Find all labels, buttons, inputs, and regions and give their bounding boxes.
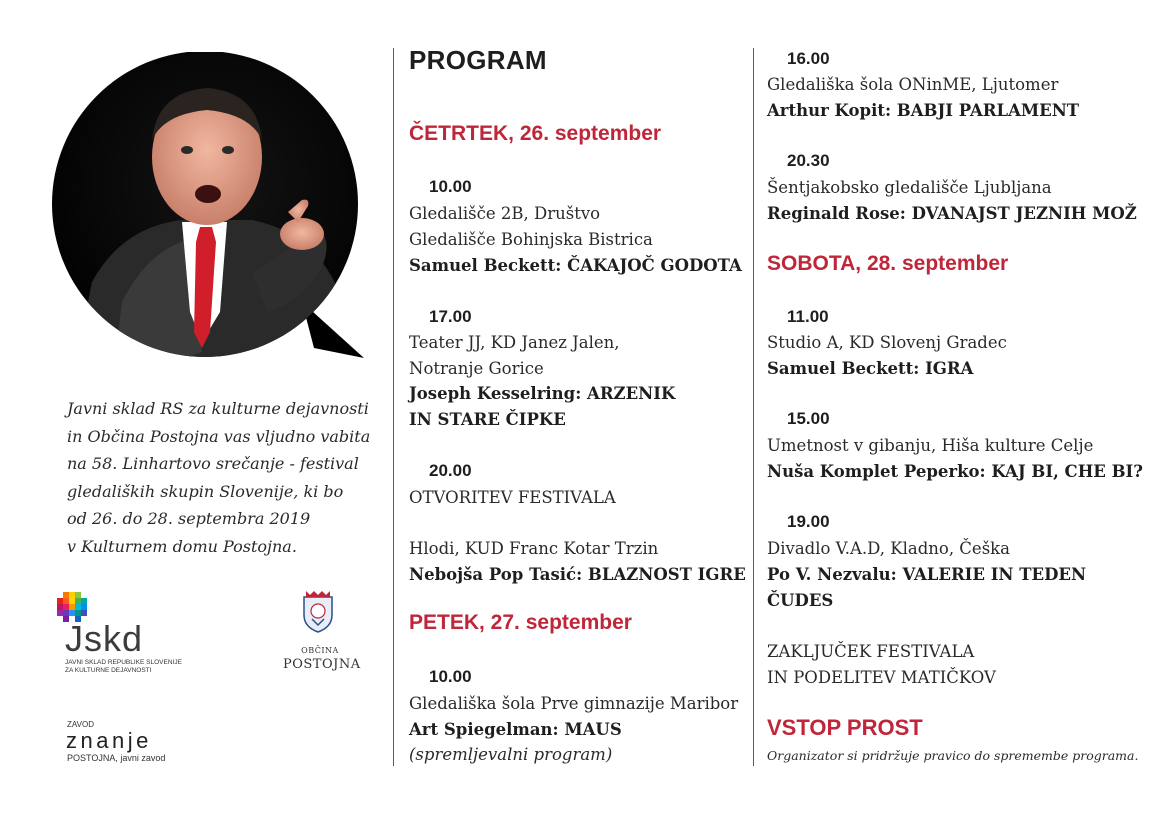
actor-photo-bubble [52,52,382,382]
program-heading: PROGRAM [409,45,547,75]
jskd-sub-line: JAVNI SKLAD REPUBLIKE SLOVENIJE [65,659,182,666]
event-title: Samuel Beckett: ČAKAJOČ GODOTA [409,256,742,275]
divider-left [393,48,394,766]
day-heading-thursday: ČETRTEK, 26. september [409,122,662,145]
intro-line: od 26. do 28. septembra 2019 [67,509,311,528]
event-company: Notranje Gorice [409,359,544,378]
event-note: (spremljevalni program) [409,745,613,764]
event-title: ČUDES [767,591,834,610]
day-heading-saturday: SOBOTA, 28. september [767,252,1009,275]
postojna-label: POSTOJNA [283,657,361,672]
event-time: 11.00 [787,307,829,326]
event-company: Divadlo V.A.D, Kladno, Češka [767,539,1010,558]
event-time: 20.00 [429,461,472,480]
event-title: IN STARE ČIPKE [409,410,566,429]
event-company: Gledališka šola Prve gimnazije Maribor [409,694,739,713]
event-time: 19.00 [787,512,830,531]
event-time: 17.00 [429,307,472,326]
closing-event: ZAKLJUČEK FESTIVALA [767,642,975,661]
event-title: Samuel Beckett: IGRA [767,359,974,378]
event-company: OTVORITEV FESTIVALA [409,488,616,507]
event-title: Nebojša Pop Tasić: BLAZNOST IGRE [409,565,746,584]
event-company: Umetnost v gibanju, Hiša kulture Celje [767,436,1094,455]
day-heading-friday: PETEK, 27. september [409,611,632,634]
jskd-sub-line: ZA KULTURNE DEJAVNOSTI [65,667,152,674]
jskd-logo-subtitle [65,659,182,675]
event-time: 16.00 [787,49,830,68]
divider-right [753,48,754,766]
event-time: 10.00 [429,667,472,686]
znanje-logo-text: znanje [66,728,152,753]
postojna-coat-of-arms-icon [300,589,336,633]
event-title: Po V. Nezvalu: VALERIE IN TEDEN [767,565,1087,584]
event-title: Nuša Komplet Peperko: KAJ BI, CHE BI? [767,462,1143,481]
event-company: Gledališče 2B, Društvo [409,204,601,223]
obcina-label: OBČINA [301,646,339,655]
intro-line: gledaliških skupin Slovenije, ki bo [67,481,344,501]
event-title: Art Spiegelman: MAUS [409,720,622,739]
event-company: Teater JJ, KD Janez Jalen, [409,333,620,352]
zavod-label: ZAVOD [67,720,94,729]
event-company: Gledališče Bohinjska Bistrica [409,230,653,249]
event-time: 10.00 [429,177,472,196]
event-company: Šentjakobsko gledališče Ljubljana [767,178,1052,197]
closing-event: IN PODELITEV MATIČKOV [767,668,996,687]
event-title: Arthur Kopit: BABJI PARLAMENT [767,101,1080,120]
jskd-logo-text: Jskd [65,618,144,659]
event-time: 20.30 [787,151,830,170]
znanje-subtitle: POSTOJNA, javni zavod [67,753,166,763]
event-title: Joseph Kesselring: ARZENIK [409,384,676,403]
free-entry-notice: VSTOP PROST [767,715,923,740]
event-time: 15.00 [787,409,830,428]
intro-line: in Občina Postojna vas vljudno vabita [67,426,371,446]
event-company: Gledališka šola ONinME, Ljutomer [767,75,1059,94]
invitation-text [67,395,387,560]
event-company: Hlodi, KUD Franc Kotar Trzin [409,539,659,558]
event-title: Reginald Rose: DVANAJST JEZNIH MOŽ [767,204,1137,223]
disclaimer: Organizator si pridržuje pravico do spremembe programa. [767,748,1139,763]
event-company: Studio A, KD Slovenj Gradec [767,333,1007,352]
intro-line: v Kulturnem domu Postojna. [67,536,297,556]
intro-line: Javni sklad RS za kulturne dejavnosti [67,399,369,418]
intro-line: na 58. Linhartovo srečanje - festival [67,454,359,473]
